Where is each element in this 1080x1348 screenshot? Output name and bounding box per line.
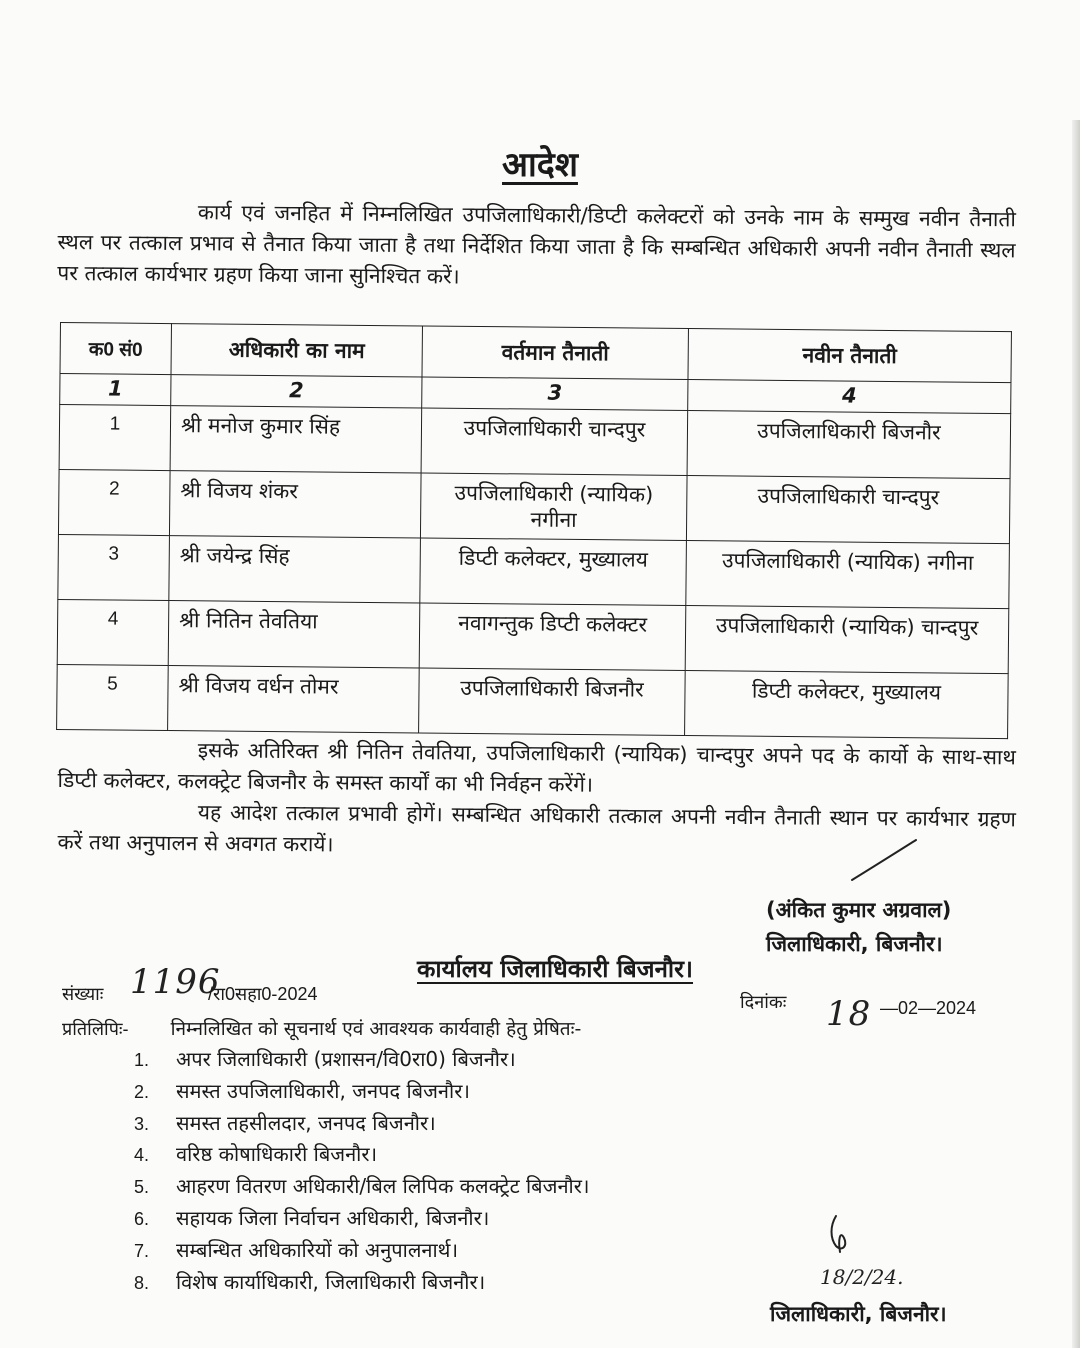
copy-label: प्रतिलिपिः-: [62, 1019, 129, 1039]
additional-paragraph: इसके अतिरिक्त श्री नितिन तेवतिया, उपजिलाधिकारी (न्यायिक) चान्दपुर अपने पद के कार्यो के साथ-साथ डिप्टी कलेक्टर, कलक्ट्रेट बिजनौर के समस्त कार्यों का भी निर्वहन करेंगें।: [57, 738, 1016, 797]
list-item: 2. समस्त उपजिलाधिकारी, जनपद बिजनौर।: [134, 1078, 470, 1103]
intro-paragraph: कार्य एवं जनहित में निम्नलिखित उपजिलाधिकारी/डिप्टी कलेक्टरों को उनके नाम के सम्मुख नवीन तैनाती स्थल पर तत्काल प्रभाव से तैनात किया जाता है तथा निर्देशित किया जाता है कि सम्बन्धित अधिकारी अपनी नवीन तैनाती स्थल पर तत्काल कार्यभार ग्रहण किया जाना सुनिश्चित करें।: [57, 200, 1016, 289]
copy-list: [124, 1044, 590, 1298]
cell-sno: 1: [59, 405, 171, 471]
transfer-table: [56, 322, 1012, 739]
list-item: 7. सम्बन्धित अधिकारियों को अनुपालनार्थ।: [134, 1237, 459, 1262]
column-number: 4: [688, 380, 1011, 414]
cell-current: उपजिलाधिकारी बिजनौर: [419, 668, 686, 736]
signature-mark: [848, 838, 918, 884]
office-heading: कार्यालय जिलाधिकारी बिजनौर।: [416, 955, 694, 983]
table-row: [58, 469, 1010, 543]
date-day: 18: [826, 994, 872, 1034]
list-item: 6. सहायक जिला निर्वाचन अधिकारी, बिजनौर।: [134, 1205, 490, 1230]
cell-current: उपजिलाधिकारी (न्यायिक) नगीना: [420, 473, 687, 541]
header-current: वर्तमान तैनाती: [422, 326, 688, 380]
final-signatory: जिलाधिकारी, बिजनौर।: [770, 1302, 947, 1326]
reference-suffix: /रा0सहा0-2024: [208, 984, 318, 1004]
header-sno: क0 सं0: [60, 323, 171, 375]
table-row: [58, 534, 1010, 608]
page-edge-shadow: [1072, 120, 1080, 1348]
copy-line: [62, 1015, 822, 1041]
list-item: 5. आहरण वितरण अधिकारी/बिल लिपिक कलक्ट्रेट बिजनौर।: [134, 1174, 590, 1199]
header-new: नवीन तैनाती: [688, 329, 1011, 383]
date-label: दिनांकः: [740, 992, 787, 1012]
column-number: 1: [60, 374, 171, 406]
cell-new: उपजिलाधिकारी चान्दपुर: [686, 476, 1010, 544]
initial-signature: [818, 1212, 928, 1292]
date-rest: —02—2024: [880, 998, 977, 1018]
list-item: 1. अपर जिलाधिकारी (प्रशासन/वि0रा0) बिजनौर।: [134, 1047, 516, 1071]
cell-name: श्री विजय वर्धन तोमर: [168, 666, 420, 733]
table-header-row: [60, 323, 1011, 383]
cell-new: उपजिलाधिकारी (न्यायिक) नगीना: [686, 541, 1010, 609]
cell-new: डिप्टी कलेक्टर, मुख्यालय: [685, 671, 1009, 739]
signatory-name: (अंकित कुमार अग्रवाल): [766, 898, 952, 922]
cell-new: उपजिलाधिकारी बिजनौर: [687, 411, 1011, 479]
cell-name: श्री विजय शंकर: [169, 471, 421, 538]
signatory-designation: जिलाधिकारी, बिजनौर।: [766, 932, 943, 956]
signatory-block: [766, 893, 951, 961]
reference-label: संख्याः: [62, 984, 104, 1004]
cell-sno: 4: [57, 599, 169, 665]
list-item: 3. समस्त तहसीलदार, जनपद बिजनौर।: [134, 1110, 436, 1135]
cell-name: श्री नितिन तेवतिया: [168, 601, 420, 668]
cell-current: नवागन्तुक डिप्टी कलेक्टर: [419, 603, 686, 671]
cell-name: श्री जयेन्द्र सिंह: [169, 536, 421, 603]
cell-current: उपजिलाधिकारी चान्दपुर: [421, 408, 688, 476]
table-row: [59, 405, 1011, 479]
header-name: अधिकारी का नाम: [171, 324, 422, 377]
cell-name: श्री मनोज कुमार सिंह: [170, 406, 422, 473]
initial-date: 18/2/24.: [820, 1265, 904, 1289]
effective-paragraph: यह आदेश तत्काल प्रभावी होगें। सम्बन्धित अधिकारी तत्काल अपनी नवीन तैनाती स्थान पर कार्यभार ग्रहण करें तथा अनुपालन से अवगत करायें।: [57, 800, 1016, 857]
cell-current: डिप्टी कलेक्टर, मुख्यालय: [420, 538, 687, 606]
cell-sno: 5: [57, 664, 169, 730]
column-number: 3: [422, 377, 688, 411]
table-row: [57, 664, 1009, 738]
cell-new: उपजिलाधिकारी (न्यायिक) चान्दपुर: [685, 606, 1009, 674]
table-row: [57, 599, 1009, 673]
cell-sno: 3: [58, 534, 170, 600]
column-number: 2: [171, 375, 422, 408]
document-title: आदेश: [502, 145, 578, 185]
cell-sno: 2: [58, 469, 170, 535]
reference-number: 1196: [130, 962, 221, 1002]
list-item: 4. वरिष्ठ कोषाधिकारी बिजनौर।: [134, 1142, 378, 1167]
copy-text: निम्नलिखित को सूचनार्थ एवं आवश्यक कार्यवाही हेतु प्रेषितः-: [170, 1018, 582, 1040]
list-item: 8. विशेष कार्याधिकारी, जिलाधिकारी बिजनौर।: [134, 1269, 486, 1294]
